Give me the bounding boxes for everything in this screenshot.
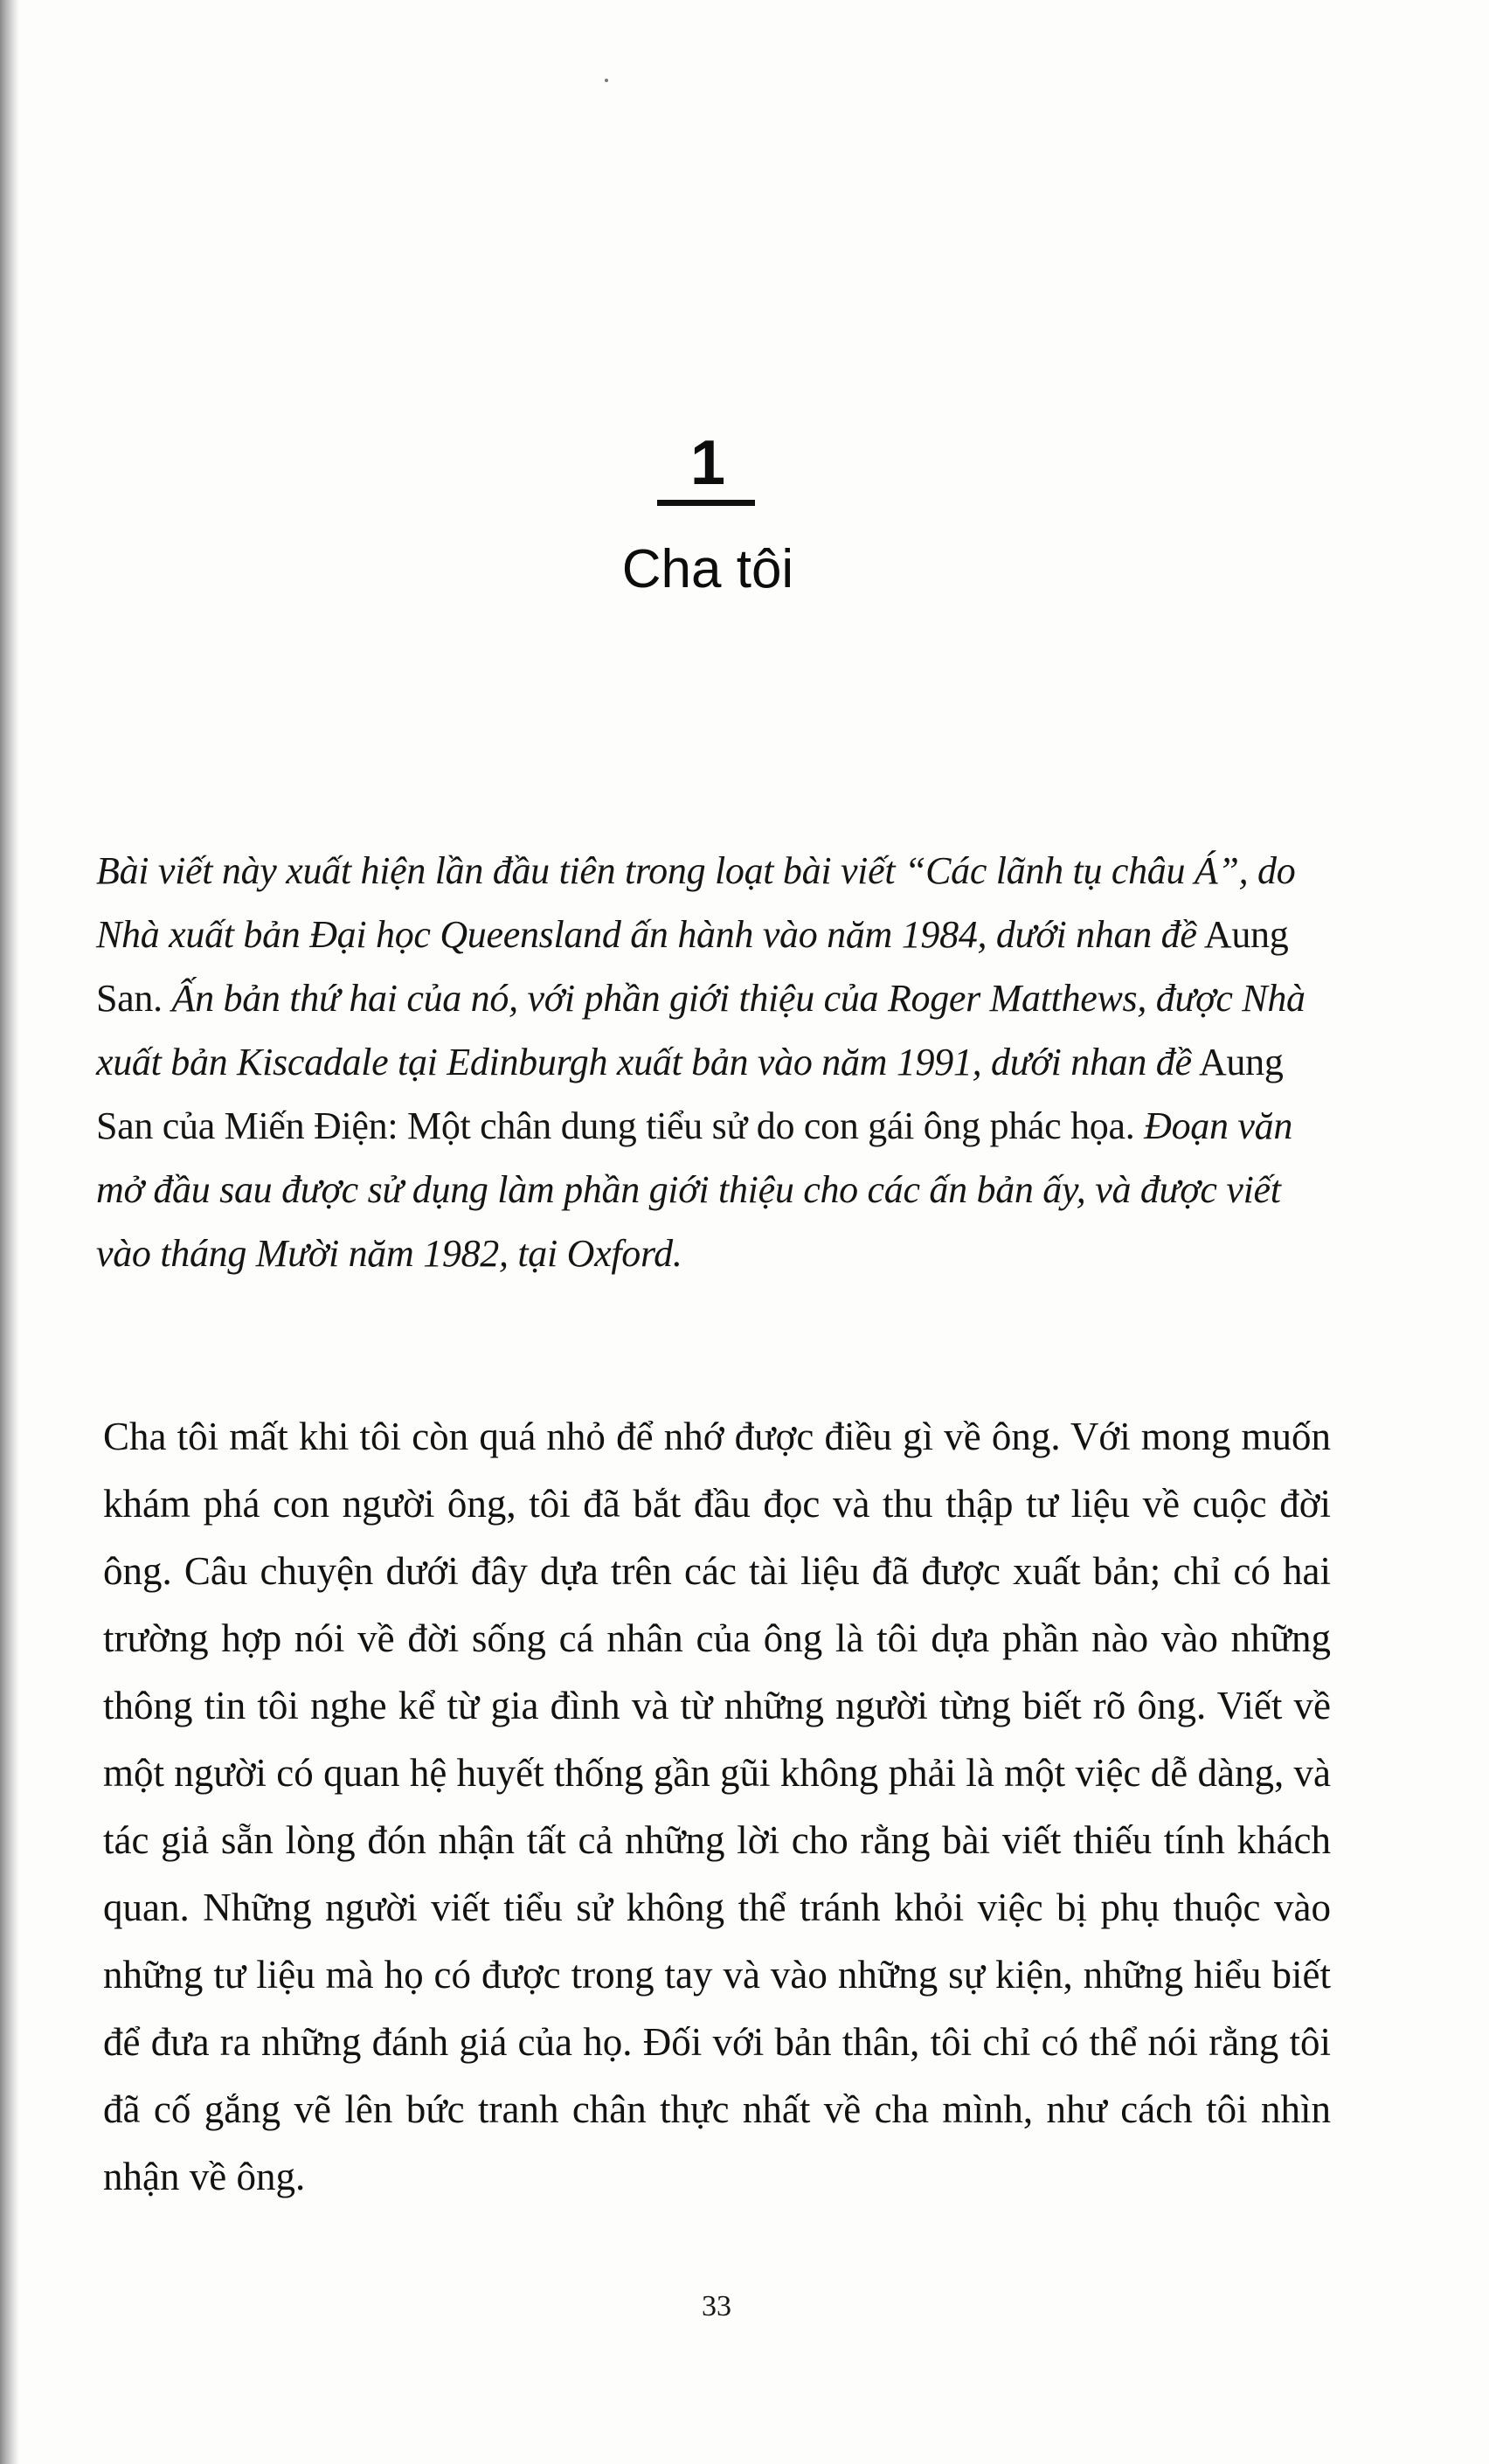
page-number: 33 xyxy=(702,2290,731,2322)
chapter-title: Cha tôi xyxy=(621,539,794,599)
body-paragraph: Cha tôi mất khi tôi còn quá nhỏ để nhớ được điều gì về ông. Với mong muốn khám phá con người ông, tôi đã bắt đầu đọc và thu thập tư liệu về cuộc đời ông. Câu chuyện dưới đây dựa trên các tài liệu đã được xuất bản; chỉ có hai trường hợp nói về đời sống cá nhân của ông là tôi dựa phần nào vào những thông tin tôi nghe kể từ gia đình và từ những người từng biết rõ ông. Viết về một người có quan hệ huyết thống gần gũi không phải là một việc dễ dàng, và tác giả sẵn lòng đón nhận tất cả những lời cho rằng bài viết thiếu tính khách quan. Những người viết tiểu sử không thể tránh khỏi việc bị phụ thuộc vào những tư liệu mà họ có được trong tay và vào những sự kiện, những hiểu biết để đưa ra những đánh giá của họ. Đối với bản thân, tôi chỉ có thể nói rằng tôi đã cố gắng vẽ lên bức tranh chân thực nhất về cha mình, như cách tôi nhìn nhận về ông. xyxy=(103,1415,1331,2198)
chapter-rule xyxy=(657,500,755,506)
intro-italic-2: Ấn bản thứ hai của nó, với phần giới thiệu của Roger Matthews, được Nhà xuất bản Kiscadale tại Edinburgh xuất bản vào năm 1991, dưới nhan đề xyxy=(96,977,1305,1083)
intro-title-1: Aung San. xyxy=(96,913,1289,1020)
binding-edge xyxy=(0,0,19,2464)
dust-speck xyxy=(605,79,608,82)
intro-note xyxy=(96,839,1337,1285)
intro-title-2: Aung San của Miến Điện: Một chân dung tiểu sử do con gái ông phác họa. xyxy=(96,1041,1284,1147)
intro-italic-1: Bài viết này xuất hiện lần đầu tiên trong loạt bài viết “Các lãnh tụ châu Á”, do Nhà xuất bản Đại học Queensland ấn hành vào năm 1984, dưới nhan đề xyxy=(96,849,1296,956)
chapter-number: 1 xyxy=(689,428,726,498)
intro-italic-3: Đoạn văn mở đầu sau được sử dụng làm phần giới thiệu cho các ấn bản ấy, và được viết vào tháng Mười năm 1982, tại Oxford. xyxy=(96,1104,1293,1275)
